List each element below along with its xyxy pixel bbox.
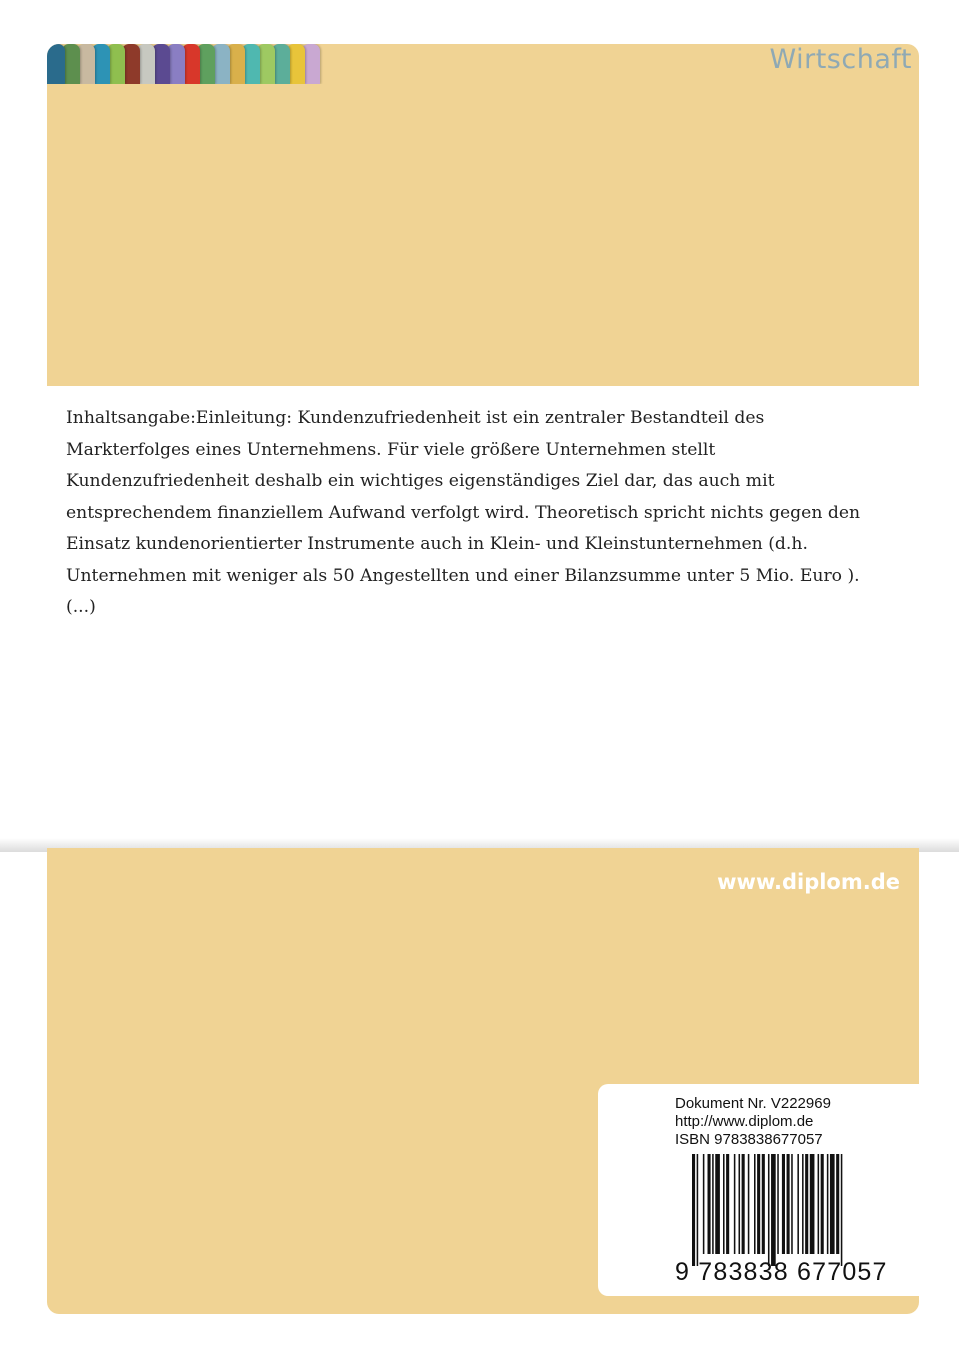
barcode-bar xyxy=(836,1154,839,1254)
barcode-image xyxy=(692,1154,902,1266)
barcode-bar xyxy=(827,1154,829,1254)
barcode-bar xyxy=(754,1154,756,1254)
barcode-bar xyxy=(708,1154,711,1254)
barcode-bar xyxy=(802,1154,804,1254)
barcode-bar xyxy=(692,1154,695,1266)
barcode-bar xyxy=(841,1154,843,1266)
barcode-bar xyxy=(818,1154,820,1254)
barcode-bar xyxy=(782,1154,785,1254)
barcode-bar xyxy=(734,1154,736,1254)
barcode-bar xyxy=(777,1154,779,1254)
barcode-bar xyxy=(723,1154,725,1254)
barcode-bar xyxy=(787,1154,790,1254)
barcode-bar xyxy=(703,1154,705,1254)
barcode-bar xyxy=(742,1154,745,1254)
barcode-bar xyxy=(715,1154,720,1254)
barcode-bar xyxy=(768,1154,770,1266)
barcode-bar xyxy=(748,1154,750,1254)
barcode-bar xyxy=(810,1154,815,1254)
barcode-bar xyxy=(821,1154,824,1254)
barcode-bar xyxy=(762,1154,765,1254)
barcode-bar xyxy=(697,1154,699,1266)
document-number: Dokument Nr. V222969 xyxy=(675,1095,831,1112)
top-cover-panel xyxy=(47,44,919,386)
blurb-text: Inhaltsangabe:Einleitung: Kundenzufriedenheit ist ein zentraler Bestandteil des Markterfolges eines Unternehmens. Für viele größere Unternehmen stellt Kundenzufriedenheit deshalb ein wichtiges eigenständiges Ziel dar, das auch mit entsprechendem finanziellem Aufwand verfolgt wird. Theoretisch spricht nichts gegen den Einsatz kundenorientierter Instrumente auch in Klein- und Kleinstunternehmen (d.h. Unternehmen mit weniger als 50 Angestellten und einer Bilanzsumme unter 5 Mio. Euro ). (...) xyxy=(66,408,861,617)
color-tab xyxy=(47,44,65,84)
color-tabs-strip xyxy=(47,44,377,84)
barcode-bar xyxy=(757,1154,760,1254)
barcode-digits: 9 783838 677057 xyxy=(675,1258,888,1286)
barcode-bar xyxy=(830,1154,835,1254)
publisher-url: http://www.diplom.de xyxy=(675,1113,814,1130)
barcode-bar xyxy=(739,1154,741,1254)
barcode-bar xyxy=(726,1154,729,1254)
barcode-bar xyxy=(805,1154,808,1254)
category-label: Wirtschaft xyxy=(769,44,912,75)
barcode-bar xyxy=(797,1154,799,1254)
isbn-number: ISBN 9783838677057 xyxy=(675,1131,823,1148)
barcode-bar xyxy=(791,1154,793,1254)
barcode-bar xyxy=(712,1154,714,1254)
publisher-website: www.diplom.de xyxy=(717,870,900,894)
barcode-bar xyxy=(771,1154,776,1266)
